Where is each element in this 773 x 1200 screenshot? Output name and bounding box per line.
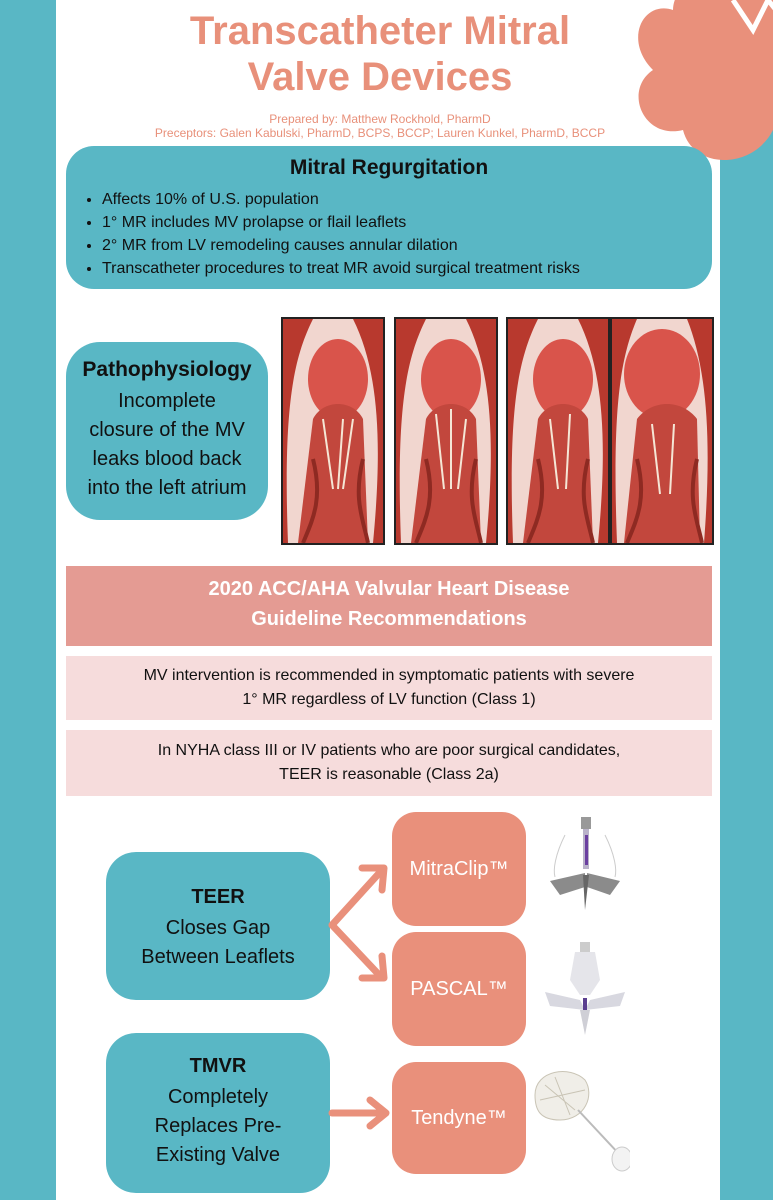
- teer-line: Closes Gap: [165, 917, 271, 939]
- mitraclip-device-image: [545, 815, 625, 925]
- patho-title: Pathophysiology: [82, 358, 252, 381]
- title-line-2: Valve Devices: [247, 55, 513, 99]
- patho-line: leaks blood back: [92, 448, 242, 470]
- teer-title: TEER: [191, 886, 245, 908]
- guideline-title-line-1: 2020 ACC/AHA Valvular Heart Disease: [208, 578, 570, 600]
- tendyne-device-image: [530, 1065, 630, 1175]
- tmvr-description: [106, 1083, 330, 1170]
- patho-line: into the left atrium: [87, 477, 247, 499]
- teer-line: Between Leaflets: [141, 946, 295, 968]
- patho-description: [66, 387, 268, 503]
- rec1-line-2: 1° MR regardless of LV function (Class 1): [242, 691, 536, 708]
- tmvr-line: Existing Valve: [155, 1144, 281, 1166]
- mr-bullet-list: [80, 188, 580, 280]
- title-line-1: Transcatheter Mitral: [189, 9, 571, 53]
- right-teal-border: [720, 0, 773, 1200]
- arrow-to-pascal: [332, 925, 382, 978]
- mitraclip-pill: MitraClip™: [392, 812, 526, 926]
- arrowhead-tendyne: [370, 1100, 386, 1126]
- rec2-line-2: TEER is reasonable (Class 2a): [279, 766, 499, 783]
- page-title: [100, 8, 660, 100]
- prepared-by: Prepared by: Matthew Rockhold, PharmD: [269, 112, 491, 126]
- mr-title: Mitral Regurgitation: [289, 156, 489, 179]
- heart-illustration-normal: [281, 317, 385, 545]
- rec1-line-1: MV intervention is recommended in symptomatic patients with severe: [143, 667, 635, 684]
- preceptors: Preceptors: Galen Kabulski, PharmD, BCPS, BCCP; Lauren Kunkel, PharmD, BCCP: [154, 126, 606, 140]
- tmvr-line: Replaces Pre-: [154, 1115, 282, 1137]
- credits: [100, 112, 660, 140]
- heart-drawing: [396, 319, 496, 543]
- pascal-pill: PASCAL™: [392, 932, 526, 1046]
- pascal-device-image: [540, 940, 630, 1040]
- tmvr-box: [106, 1033, 330, 1193]
- patho-line: Incomplete: [118, 390, 216, 412]
- tmvr-line: Completely: [167, 1086, 269, 1108]
- mr-bullet: • 2° MR from LV remodeling causes annular dilation: [102, 234, 580, 257]
- patho-line: closure of the MV: [89, 419, 245, 441]
- teer-description: [106, 914, 330, 972]
- guideline-title-line-2: Guideline Recommendations: [251, 608, 527, 630]
- mr-bullet: • Transcatheter procedures to treat MR avoid surgical treatment risks: [102, 257, 580, 280]
- recommendation-class-2a: [66, 730, 712, 796]
- mr-bullet: • 1° MR includes MV prolapse or flail leaflets: [102, 211, 580, 234]
- heart-illustration-dilated: [610, 317, 714, 545]
- arrowhead-pascal: [362, 956, 384, 978]
- heart-drawing: [508, 319, 608, 543]
- tmvr-title: TMVR: [189, 1055, 247, 1077]
- guideline-header: [66, 566, 712, 646]
- pathophysiology-box: [66, 342, 268, 520]
- arrow-to-mitraclip: [332, 870, 382, 925]
- teer-box: [106, 852, 330, 1000]
- arrowhead-mitraclip: [362, 868, 384, 890]
- heart-illustration-prolapse: [394, 317, 498, 545]
- recommendation-class-1: [66, 656, 712, 720]
- heart-drawing: [283, 319, 383, 543]
- heart-illustration-flail: [506, 317, 610, 545]
- mitral-regurgitation-box: [66, 146, 712, 289]
- tendyne-pill: Tendyne™: [392, 1062, 526, 1174]
- left-teal-border: [0, 0, 56, 1200]
- rec2-line-1: In NYHA class III or IV patients who are poor surgical candidates,: [157, 742, 621, 759]
- heart-drawing: [612, 319, 712, 543]
- mr-bullet: • Affects 10% of U.S. population: [102, 188, 580, 211]
